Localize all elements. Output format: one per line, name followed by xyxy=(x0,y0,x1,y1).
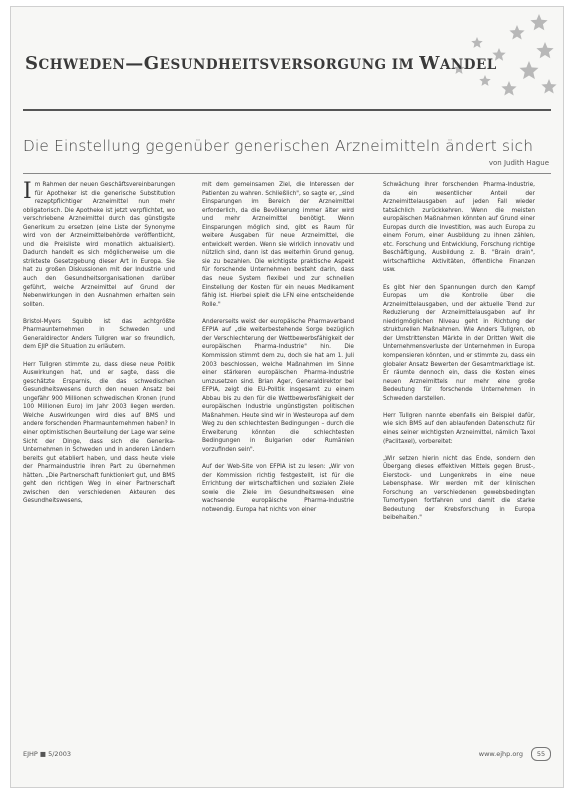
drop-cap: I xyxy=(23,179,32,204)
article-paragraph: „Wir setzen hierin nicht das Ende, sondern den Übergang dieses effektiven Mittels gegen Brust-, Eierstock- und Lungenkrebs in eine neue Lebensphase. Wir werden mit der klinischen Forschung an verschiedenen gewebsbedingten Tumortypen fortfahren und damit die starke Bedeutung der Krebsforschung in Europa beibehalten." xyxy=(383,455,535,522)
article-paragraph: Auf der Web-Site von EFPIA ist zu lesen: „Wir von der Kommission richtig festgestellt, ist für die Errichtung der wirtschaftlichen und sozialen Ziele sowie die Ziele im Gesundheitswesen eine wachsende europäische Pharma-Industrie notwendig. Europa hat nichts von einer xyxy=(202,464,354,513)
section-title-part: —G xyxy=(125,53,160,74)
article-column-3 xyxy=(383,181,535,532)
star-icon xyxy=(509,25,524,40)
section-title-part: CHWEDEN xyxy=(38,57,126,73)
section-title xyxy=(25,53,497,74)
article-paragraph: Herr Tullgren nannte ebenfalls ein Beispiel dafür, wie sich BMS auf den ablaufenden Datenschutz für eines seiner wichtigsten Arzneimittel, nämlich Taxol (Paclitaxel), vorbereitet: xyxy=(383,412,535,445)
article-column-2 xyxy=(202,181,354,523)
article-paragraph: Es gibt hier den Spannungen durch den Kampf Europas um die Kontrolle über die Arzneimittelausgaben, und der aktuelle Trend zur Reduzierung der Arzneimittelausgaben auf ihr niedrigmöglichen Niveau geht in Richtung der strukturellen Maßnahmen. Wie Anders Tullgren, ob der Umstrittensten Märkte in der Dritten Welt die Unternehmensverluste der Unternehmen in Europa kompensieren könnten, und er stimmte zu, dass ein globaler Ansatz Bewerten der Gesamtmarktlage ist. Er räumte dennoch ein, dass die Kosten eines neuen Arzneimittels nur mehr eine große Bedeutung für forschende Unternehmen in Schweden darstellen. xyxy=(383,284,535,402)
article-paragraph: Schwächung ihrer forschenden Pharma-Industrie, da ein wesentlicher Anteil der Arzneimittelausgaben auf jeden Fall wieder tatsächlich zurückkehren. Wenn die meisten europäischen Maßnahmen könnten auf Grund einer Europas durch die Investition, was auch Europa zu einem Forum, einer Ausbildung zu ihnen zählen, etc. Forschung und Entwicklung, Forschung richtige Beschäftigung, Ausbildung z. B. "Brain drain", wirtschaftliche Aktivitäten, öffentliche Finanzen usw. xyxy=(383,182,535,274)
star-icon xyxy=(479,75,490,86)
issue-label: EJHP ■ 5/2003 xyxy=(23,750,71,758)
section-title-part: S xyxy=(25,53,39,74)
section-title-part: ESUNDHEITSVERSORGUNG IM xyxy=(159,57,420,73)
page-header xyxy=(11,7,563,107)
article-paragraph xyxy=(23,181,175,309)
page-number: 55 xyxy=(531,747,551,761)
article-author: von Judith Hague xyxy=(488,159,549,167)
article-paragraph: Bristol-Myers Squibb ist das achtgrößte Pharmaunternehmen in Schweden und Generaldirector Anders Tullgren war so freundlich, dem EJIP die Situation zu erläutern. xyxy=(23,318,175,351)
star-icon xyxy=(501,81,516,96)
section-title-part: W xyxy=(419,53,440,74)
page-footer xyxy=(23,747,551,761)
website-link[interactable]: www.ejhp.org xyxy=(478,750,523,758)
star-icon xyxy=(530,14,547,30)
article-paragraph: Andererseits weist der europäische Pharmaverband EFPIA auf „die weiterbestehende Sorge bezüglich der Verschlechterung der Wettbewerbsfähigkeit der europäischen Pharma-Industrie" hin. Die Kommission stimmt dem zu, doch sie hat am 1. Juli 2003 beschlossen, welche Maßnahmen im Sinne einer stärkeren europäischen Pharma-Industrie umzusetzen sind. Brian Ager, Generaldirektor bei EFPIA, zeigt die EU-Politik insgesamt zu einem Abbau bis zu den für die Wettbewerbsfähigkeit der europäischen Industrie ungünstigsten politischen Maßnahmen. Heute sind wir in Westeuropa auf dem Weg zu den schlechtesten Bedingungen – durch die Erweiterung könnten die schlechtesten Bedingungen in Bulgarien oder Rumänien vorzufinden sein". xyxy=(202,318,354,453)
header-rule xyxy=(23,109,551,111)
paragraph-text: m Rahmen der neuen Geschäftsvereinbarungen für Apotheker ist die generische Substitution rezeptpflichtiger Arzneimittel nun mehr obligatorisch. Die Apotheke ist jetzt verpflichtet, wo verschriebene Arzneimittel durch das günstigste Generikum zu ersetzen (eine Liste der Synonyme wird von der Arzneimittelbehörde veröffentlicht, und die Preisliste wird monatlich aktualisiert). Dadurch handelt es sich möglicherweise um die strikteste Gesetzgebung dieser Art in Europa. Sie hat zu großen Diskussionen mit der Industrie und auch den Gesundheitsorganisationen darüber geführt, welche Arzneimittel auf Grund der Nebenwirkungen in den Ausnahmen erhalten sein sollten. xyxy=(23,182,175,308)
section-title-part: ANDEL xyxy=(439,57,497,73)
star-icon xyxy=(520,61,539,79)
article-headline: Die Einstellung gegenüber generischen Arzneimitteln ändert sich xyxy=(23,137,534,155)
star-icon xyxy=(541,79,556,94)
magazine-page xyxy=(10,6,564,788)
article-paragraph: Herr Tullgren stimmte zu, dass diese neue Politik Auswirkungen hat, und er sagte, dass die geschätzte Ersparnis, die das schwedischen Gesundheitswesens durch den neuen Ansatz bei ungefähr 900 Millionen schwedischen Kronen (rund 100 Millionen Euro) im Jahr 2003 liegen werden. Welche Auswirkungen wird dies auf BMS und andere forschenden Pharmaunternehmen haben? In einer optimistischen Beurteilung der Lage war seine Sicht der Dinge, dass sich die Generika-Unternehmen in Schweden und in anderen Ländern bereits gut etabliert haben, und dass heute viele der Pharmaindustrie ihren Part zu übernehmen hätten. „Die Partnerschaft funktioniert gut, und BMS geht den richtigen Weg in einer Partnerschaft zwischen den verschiedenen Akteuren des Gesundheitswesens, xyxy=(23,361,175,505)
article-column-1 xyxy=(23,181,175,514)
star-icon xyxy=(471,37,482,48)
star-icon xyxy=(536,42,553,58)
article-paragraph: mit dem gemeinsamen Ziel, die Interessen der Patienten zu wahren. Schließlich", so sagte er, „sind Einsparungen im Bereich der Arzneimittel erforderlich, da die Bevölkerung immer älter wird und mehr Arzneimittel benötigt. Wenn Einsparungen möglich sind, gibt es Raum für weitere Ausgaben für neue Arzneimittel, die entwickelt werden. Wenn sie wirklich innovativ und nützlich sind, dann ist das weiterhin Grund genug, sie zu bezahlen. Die wichtigste praktische Aspekt für forschende Unternehmen besteht darin, dass das neue System flexibel und zur schnellen Einstellung der Kosten für ein neues Medikament fähig ist. Hierbei spielt die LFN eine entscheidende Rolle." xyxy=(202,182,354,308)
headline-rule xyxy=(23,173,551,174)
